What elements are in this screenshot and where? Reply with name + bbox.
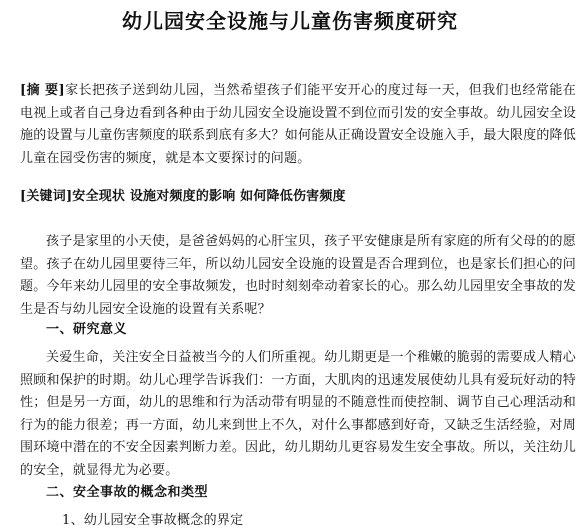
section-heading-concepts: 二、安全事故的概念和类型 [46, 485, 209, 500]
section-heading-significance: 一、研究意义 [46, 322, 128, 337]
abstract-paragraph [20, 80, 576, 170]
abstract-label: [摘 要] [20, 83, 65, 98]
keywords-line: [关键词]安全现状 设施对频度的影响 如何降低伤害频度 [20, 189, 346, 204]
intro-paragraph: 孩子是家里的小天使，是爸爸妈妈的心肝宝贝，孩子平安健康是所有家庭的所有父母的的愿望。孩子在幼儿园里要待三年，所以幼儿园安全设施的设置是否合理到位，也是家长们担心的问题。今年来幼儿园里的安全事故频发，也时时刻刻牵动着家长的心。那么幼儿园里安全事故的发生是否与幼儿园安全设施的设置有关系呢？ [20, 234, 576, 317]
abstract-text: 家长把孩子送到幼儿园，当然希望孩子们能平安开心的度过每一天，但我们也经常能在电视上或者自己身边看到各种由于幼儿园安全设施设置不到位而引发的安全事故。幼儿园安全设施的设置与儿童伤害频度的联系到底有多大？如何能从正确设置安全设施入手，最大限度的降低儿童在园受伤害的频度，就是本文要探讨的问题。 [20, 83, 577, 166]
subsection-heading-definition: 1、幼儿园安全事故概念的界定 [62, 513, 244, 528]
section-significance-paragraph: 关爱生命，关注安全日益被当今的人们所重视。幼儿期更是一个稚嫩的脆弱的需要成人精心照顾和保护的时期。幼儿心理学告诉我们：一方面，大肌肉的迅速发展使幼儿具有爱玩好动的特性；但是另一方面，幼儿的思维和行为活动带有明显的不随意性而使控制、调节自己心理活动和行为的能力很差；再一方面，幼儿来到世上不久，对什么事都感到好奇，又缺乏生活经验，对周围环境中潜在的不安全因素判断力差。因此，幼儿期幼儿更容易发生安全事故。所以，关注幼儿的安全，就显得尤为必要。 [20, 350, 576, 478]
paper-title: 幼儿园安全设施与儿童伤害频度研究 [122, 9, 458, 33]
